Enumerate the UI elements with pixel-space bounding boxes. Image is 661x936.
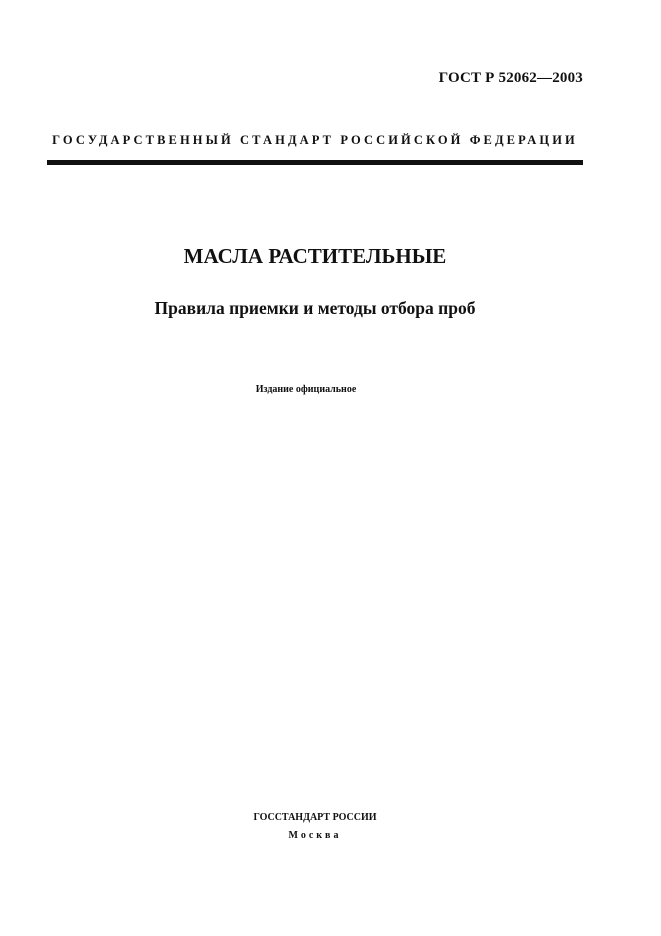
publisher-name: ГОССТАНДАРТ РОССИИ <box>253 812 377 823</box>
standard-header: ГОСУДАРСТВЕННЫЙ СТАНДАРТ РОССИЙСКОЙ ФЕДЕРАЦИИ <box>52 133 578 147</box>
page-subtitle: Правила приемки и методы отбора проб <box>154 298 476 318</box>
header-rule <box>47 160 583 165</box>
publication-city: Москва <box>288 830 342 841</box>
document-number: ГОСТ Р 52062—2003 <box>438 70 583 86</box>
edition-label: Издание официальное <box>255 384 357 395</box>
page-title: МАСЛА РАСТИТЕЛЬНЫЕ <box>183 244 447 268</box>
